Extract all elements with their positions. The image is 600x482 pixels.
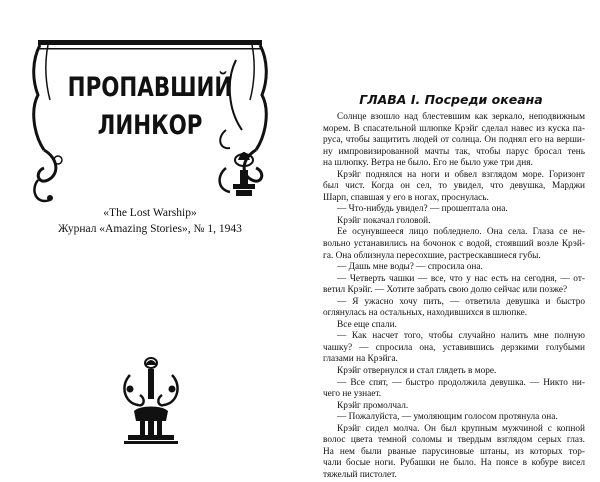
text-line: — Как насчет того, чтобы случайно налить мне полную xyxy=(337,331,585,342)
text-line: На нем были рваные парусиновые штаны, из которых тор- xyxy=(323,446,585,457)
text-line: чали босые ноги. Рубашки не было. На поясе в кобуре висел xyxy=(323,458,585,469)
text-line: ветил Крэйг. — Хотите забрать свою долю сейчас или позже? xyxy=(323,285,568,296)
text-line: — Пожалуйста, — умоляющим голосом протянула она. xyxy=(337,412,558,423)
chapter-title: ГЛАВА I. Посреди океана xyxy=(359,92,543,107)
text-line: оглянулась на остальных, находившихся в шлюпке. xyxy=(323,308,528,319)
book-title-line-1: ПРОПАВШИЙ xyxy=(67,72,233,103)
text-line: — Дашь мне воды? — спросила она. xyxy=(337,262,483,273)
book-title-line-2: ЛИНКОР xyxy=(97,110,203,141)
text-line: Крэйг промолчал. xyxy=(337,400,409,411)
text-line: — Что-нибудь увидел? — прошептала она. xyxy=(337,204,508,215)
text-line: морем. В спасательной шлюпке Крэйг сделал навес из куска па- xyxy=(323,123,585,134)
text-line: Шарп, спавшая у его в ногах, проснулась. xyxy=(323,192,489,203)
text-line: глазами на Крэйга. xyxy=(323,354,398,365)
text-line: Крэйг сидел молча. Он был крупным мужчиной с копной xyxy=(337,423,585,434)
left-page xyxy=(0,0,300,468)
chapter-body-text xyxy=(323,112,585,482)
text-line: волос цвета темной соломы и твердым взглядом серых глаз. xyxy=(323,435,585,446)
text-line: был чист. Когда он сел, то увидел, что девушка, Марджи xyxy=(323,181,585,192)
text-line: — Я ужасно хочу пить, — ответила девушка и быстро xyxy=(337,296,585,307)
art-nouveau-vignette-ornament xyxy=(120,355,182,445)
text-line: Солнце взошло над блестевшим как зеркало, неподвижным xyxy=(337,112,585,122)
text-line: Все еще спали. xyxy=(337,319,397,330)
original-title: «The Lost Warship» xyxy=(103,207,197,219)
text-line: чашку? — спросила она, уставившись дерзкими голубыми xyxy=(323,342,585,353)
text-line: Крэйг поднялся на ноги и обвел взглядом море. Горизонт xyxy=(337,169,585,180)
text-line: на шлюпку. Ветра не было. Его не было уже три дня. xyxy=(323,158,533,169)
text-line: руса, чтобы защитить людей от солнца. Он поднял его на верши- xyxy=(323,135,585,146)
publication-info: Журнал «Amazing Stories», № 1, 1943 xyxy=(58,223,242,235)
text-line: — Четверть чашки — все, что у нас есть на сегодня, — от- xyxy=(337,273,585,284)
text-line: Ее осунувшееся лицо побледнело. Она села. Глаза се не- xyxy=(337,227,585,238)
text-line: — Все спят, — быстро продолжила девушка. — Никто ни- xyxy=(337,377,585,388)
text-line: ну импровизированной мачты так, чтобы парус бросал тень xyxy=(323,146,585,157)
text-line: га. Она облизнула пересохшие, растрескавшиеся губы. xyxy=(323,250,541,261)
text-line: чего не узнает. xyxy=(323,389,382,400)
text-line: Крэйг отвернулся и стал глядеть в море. xyxy=(337,366,497,377)
text-line: тяжелый пистолет. xyxy=(323,469,397,480)
right-page xyxy=(318,0,600,480)
text-line: Крэйг покачал головой. xyxy=(337,215,431,226)
text-line: вольно устанавились на бочонок с водой, стоявший возле Крэй- xyxy=(323,239,585,250)
